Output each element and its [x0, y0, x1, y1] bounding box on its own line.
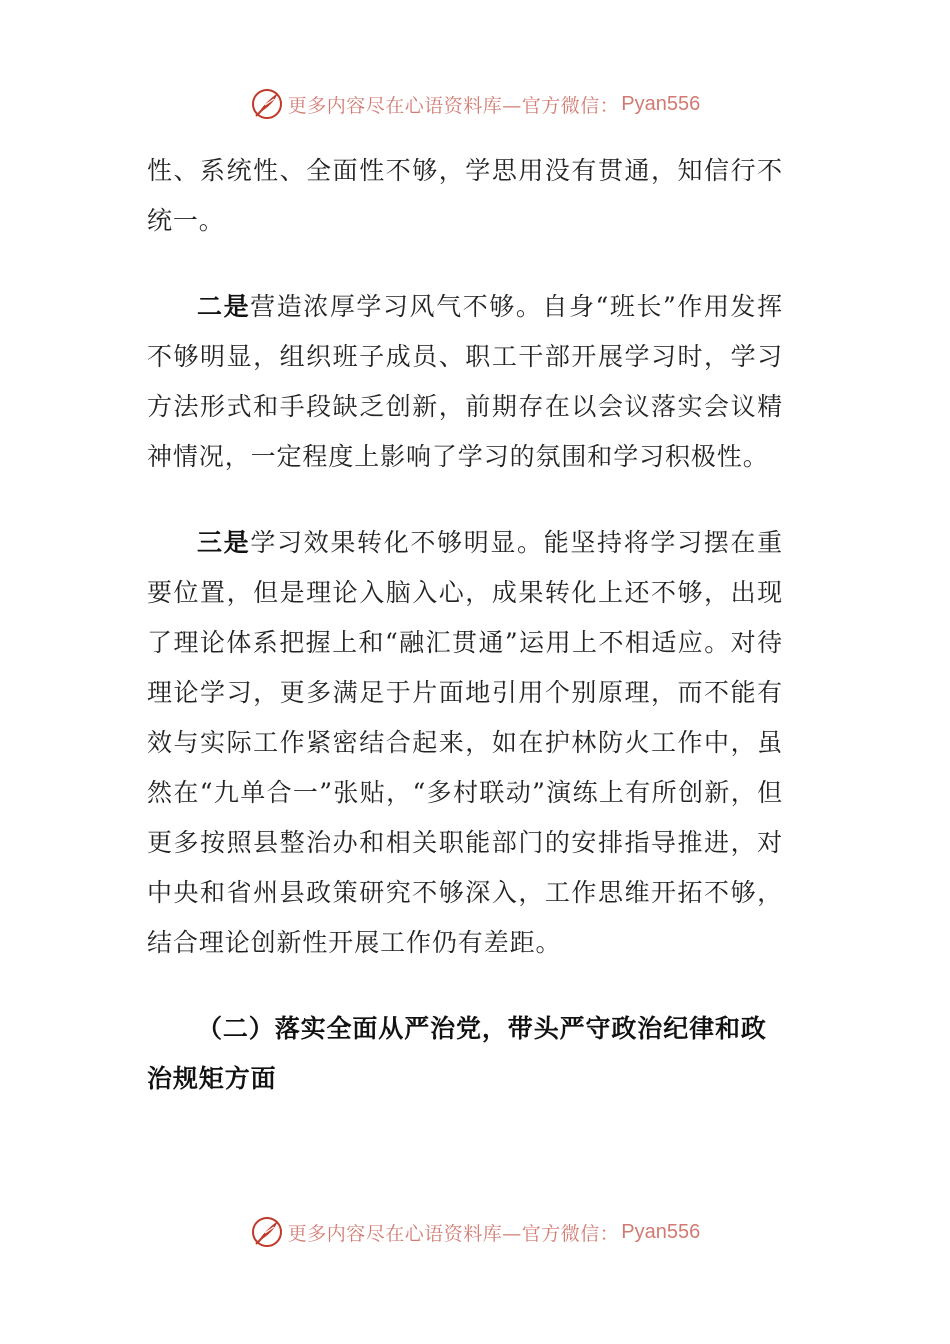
paragraph-point-three — [147, 518, 783, 968]
paragraph-continuation: 性、系统性、全面性不够，学思用没有贯通，知信行不统一。 — [147, 156, 783, 235]
point-three-text: 学习效果转化不够明显。能坚持将学习摆在重要位置，但是理论入脑入心，成果转化上还不够，出现了理论体系把握上和“融汇贯通”运用上不相适应。对待理论学习，更多满足于片面地引用个别原理，而不能有效与实际工作紧密结合起来，如在护林防火工作中，虽然在“九单合一”张贴，“多村联动”演练上有所创新，但更多按照县整治办和相关职能部门的安排指导推进，对中央和省州县政策研究不够深入，工作思维开拓不够，结合理论创新性开展工作仍有差距。 — [147, 528, 783, 957]
footer-banner — [0, 1212, 950, 1252]
wechat-id: Pyan556 — [621, 1220, 701, 1243]
banner-text: 更多内容尽在心语资料库—官方微信： — [287, 94, 620, 117]
wechat-id: Pyan556 — [621, 92, 701, 115]
quill-logo-icon — [250, 87, 284, 121]
paragraph-point-two — [147, 282, 783, 482]
quill-logo-icon — [250, 1215, 284, 1249]
banner-text: 更多内容尽在心语资料库—官方微信： — [287, 1222, 620, 1245]
document-body — [147, 146, 783, 1104]
point-two-text: 营造浓厚学习风气不够。自身“班长”作用发挥不够明显，组织班子成员、职工干部开展学习时，学习方法形式和手段缺乏创新，前期存在以会议落实会议精神情况，一定程度上影响了学习的氛围和学习积极性。 — [147, 292, 783, 471]
section-heading: （二）落实全面从严治党，带头严守政治纪律和政治规矩方面 — [147, 1014, 767, 1093]
point-three-lead: 三是 — [197, 528, 251, 557]
header-banner — [0, 84, 950, 124]
point-two-lead: 二是 — [197, 292, 251, 321]
